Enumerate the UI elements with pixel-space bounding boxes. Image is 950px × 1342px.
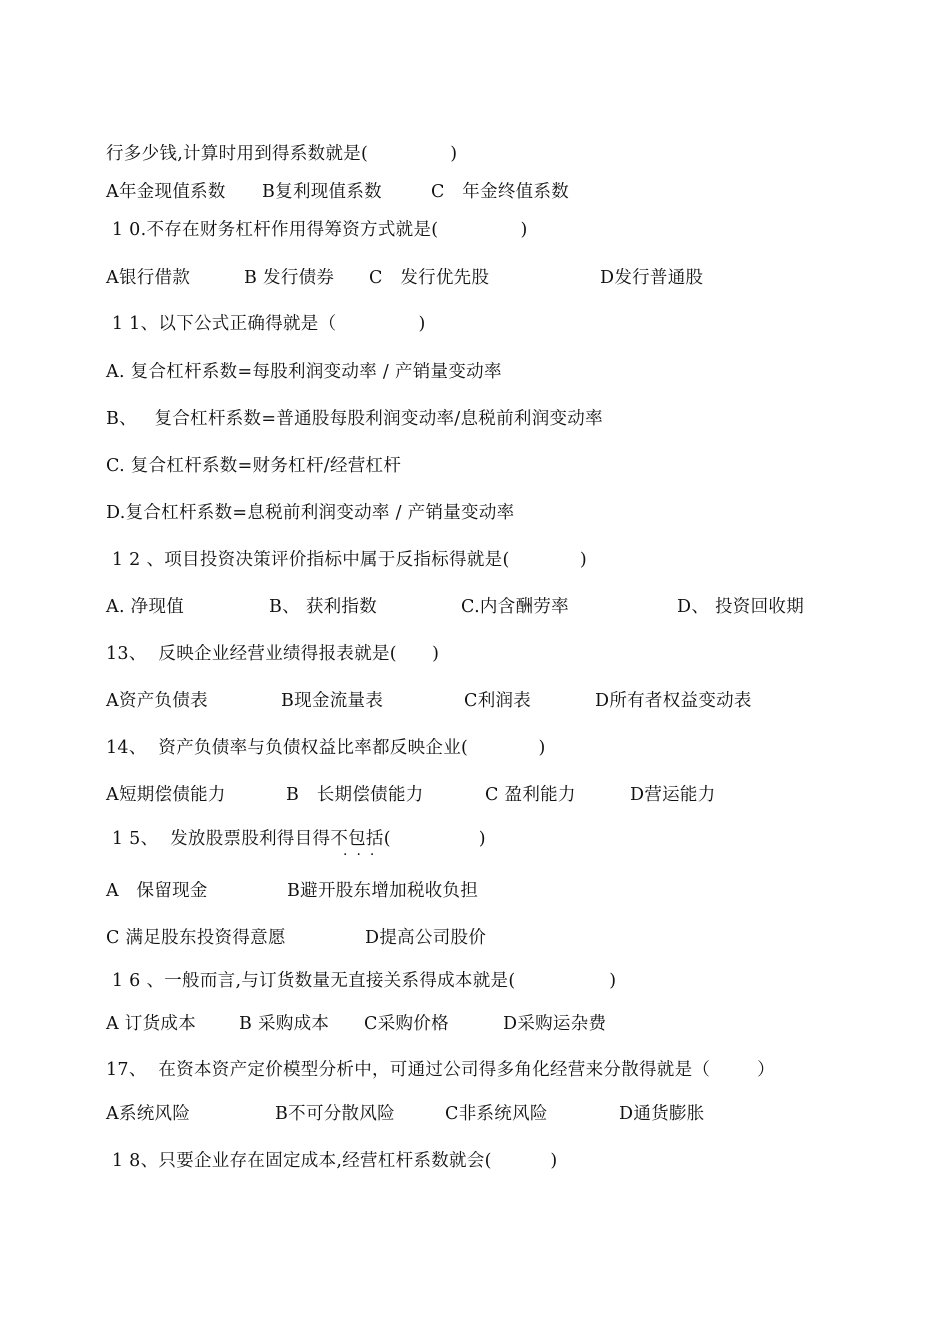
- option-c: C.内含酬劳率: [461, 597, 569, 617]
- option-c: C 发行优先股: [369, 268, 490, 288]
- option-c: C采购价格: [364, 1014, 449, 1034]
- option-d: D、 投资回收期: [677, 597, 804, 617]
- option-a: A系统风险: [106, 1104, 191, 1124]
- option-d: D发行普通股: [600, 268, 704, 288]
- option-d: D采购运杂费: [503, 1014, 607, 1034]
- option-c: C利润表: [464, 691, 532, 711]
- option-d: D营运能力: [630, 785, 716, 805]
- option-d: D所有者权益变动表: [595, 691, 752, 711]
- option-a: A资产负债表: [106, 691, 208, 711]
- option-a: A银行借款: [106, 268, 191, 288]
- option-a: A. 净现值: [106, 597, 185, 617]
- emphasis-dots: ···: [343, 847, 384, 863]
- option-c: C 满足股东投资得意愿: [106, 928, 286, 948]
- option-a: A 订货成本: [106, 1014, 197, 1034]
- option-a: A短期偿债能力: [106, 785, 226, 805]
- option-a: A年金现值系数: [106, 182, 226, 202]
- option-b: B现金流量表: [281, 691, 384, 711]
- option-b: B 采购成本: [239, 1014, 330, 1034]
- option-b: B 长期偿债能力: [286, 785, 424, 805]
- option-d: D通货膨胀: [619, 1104, 705, 1124]
- option-b: B、 获利指数: [269, 597, 378, 617]
- option-b: B 发行债券: [244, 268, 335, 288]
- option-a: A 保留现金: [106, 881, 208, 901]
- option-d: D提高公司股价: [365, 928, 487, 948]
- option-c: C 盈利能力: [485, 785, 576, 805]
- option-b: B不可分散风险: [275, 1104, 395, 1124]
- option-c: C非系统风险: [445, 1104, 548, 1124]
- option-b: B避开股东增加税收负担: [287, 881, 479, 901]
- option-c: C 年金终值系数: [431, 182, 570, 202]
- option-b: B复利现值系数: [262, 182, 382, 202]
